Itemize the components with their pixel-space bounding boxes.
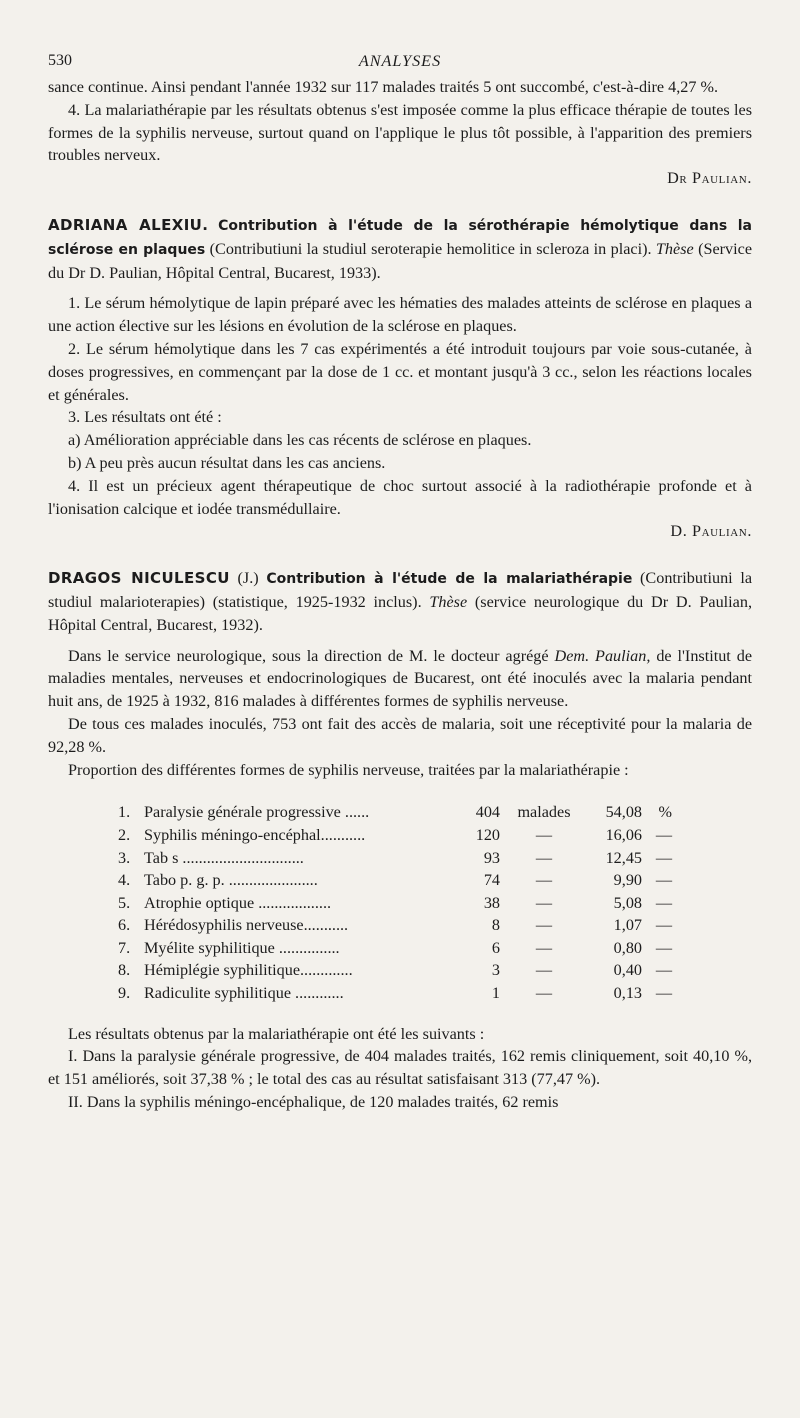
table-cell-unit: — [535, 871, 553, 890]
review-1-title: Contribution à l'étude de la sérothérapie hémolytique dans la sclérose en plaques [48, 217, 753, 258]
review-1-body [48, 292, 752, 543]
table-cell-tail: — [655, 984, 672, 1003]
table-row [118, 892, 752, 915]
table-cell-pct: 0,13 [613, 984, 642, 1003]
table-cell-pct: 54,08 [605, 803, 642, 822]
table-cell-count: 1 [491, 984, 500, 1003]
table-cell-tail: — [655, 848, 672, 867]
table-cell-num: 1. [118, 803, 131, 822]
table-cell-num: 3. [118, 848, 131, 867]
table-row [118, 869, 752, 892]
table-cell-unit: malades [517, 803, 571, 822]
table-cell-num: 4. [118, 871, 131, 890]
review-1-signature: D. Paulian. [670, 522, 752, 541]
review-1-subtitle: (Contributiuni la studiul seroterapie hemolitice in scleroza in placi). [209, 239, 652, 258]
table-cell-label: Hémiplégie syphilitique............. [144, 961, 353, 980]
table-cell-num: 6. [118, 916, 131, 935]
review-2-paragraph-5: I. Dans la paralysie générale progressive, de 404 malades traités, 162 remis cliniquement, soit 40,10 %, et 151 améliorés, soit 37,38 % ; le total des cas au résultat satisfaisant 313 (77,47 %). [48, 1047, 752, 1089]
table-cell-label: Myélite syphilitique ............... [144, 938, 340, 957]
review-1-point-1: 1. Le sérum hémolytique de lapin préparé avec les hématies des malades atteints de sclérose en plaques a une action élective sur les lésions en évolution de la sclérose en plaques. [48, 294, 752, 336]
review-2-paragraph-4: Les résultats obtenus par la malariathérapie ont été les suivants : [68, 1024, 485, 1043]
table-cell-count: 74 [483, 871, 500, 890]
table-cell-tail: — [655, 961, 672, 980]
table-cell-label: Radiculite syphilitique ............ [144, 984, 344, 1003]
review-2-paragraph-6: II. Dans la syphilis méningo-encéphalique, de 120 malades traités, 62 remis [68, 1093, 559, 1112]
table-cell-num: 2. [118, 825, 131, 844]
review-2-heading [48, 567, 752, 636]
statistics-table [118, 801, 752, 1004]
table-cell-tail: — [655, 938, 672, 957]
review-1-source: (Service du Dr D. Paulian, Hôpital Central, Bucarest, 1933). [48, 239, 753, 282]
table-cell-count: 120 [475, 825, 500, 844]
table-cell-unit: — [535, 938, 553, 957]
review-2-paragraph-1b: de l'Institut de maladies mentales, nerveuses et endocrinologiques de Bucarest, ont été inoculés avec la malaria pendant huit ans, de 1925 à 1932, 816 malades à différentes formes de syphilis nerveuse. [48, 646, 753, 711]
table-cell-count: 3 [491, 961, 500, 980]
review-2-body [48, 645, 752, 1114]
table-cell-count: 404 [475, 803, 500, 822]
page-number: 530 [48, 52, 72, 69]
page [48, 50, 752, 1114]
running-title: ANALYSES [358, 52, 442, 70]
table-cell-num: 9. [118, 984, 131, 1003]
table-cell-label: Hérédosyphilis nerveuse........... [144, 916, 349, 935]
table-cell-label: Paralysie générale progressive ...... [144, 803, 370, 822]
table-cell-label: Atrophie optique .................. [144, 893, 332, 912]
table-cell-unit: — [535, 848, 553, 867]
table-cell-unit: — [535, 893, 553, 912]
review-1-author: ADRIANA ALEXIU. [48, 215, 209, 234]
page-header [48, 50, 752, 76]
review-2-paragraph-1 [48, 645, 752, 713]
review-1-these: Thèse [655, 239, 694, 258]
review-2-paragraph-1-name: Dem. Paulian, [554, 646, 651, 665]
table-cell-count: 6 [491, 938, 500, 957]
table-cell-tail: — [655, 916, 672, 935]
review-1-point-3: 3. Les résultats ont été : [68, 408, 222, 427]
table-cell-unit: — [535, 916, 553, 935]
table-cell-num: 7. [118, 938, 131, 957]
review-1-point-3b: b) A peu près aucun résultat dans les cas anciens. [68, 453, 386, 472]
review-1-heading [48, 214, 752, 284]
review-2-paragraph-2: De tous ces malades inoculés, 753 ont fait des accès de malaria, soit une réceptivité pour la malaria de 92,28 %. [48, 714, 752, 756]
table-row [118, 959, 752, 982]
table-cell-count: 8 [491, 916, 500, 935]
table-cell-pct: 12,45 [605, 848, 642, 867]
table-row [118, 937, 752, 960]
review-2-paragraph-1a: Dans le service neurologique, sous la direction de M. le docteur agrégé [68, 646, 549, 665]
review-1-point-3a: a) Amélioration appréciable dans les cas récents de sclérose en plaques. [68, 431, 532, 450]
intro-paragraph-2: 4. La malariathérapie par les résultats obtenus s'est imposée comme la plus efficace thérapie de toutes les formes de la syphilis nerveuse, surtout quand on l'applique le plus tôt possible, à l'apparition des premiers troubles nerveux. [48, 100, 752, 165]
table-cell-tail: — [655, 871, 672, 890]
table-cell-label: Syphilis méningo-encéphal........... [144, 825, 366, 844]
table-cell-pct: 1,07 [613, 916, 642, 935]
table-cell-label: Tab s .............................. [144, 848, 304, 867]
table-cell-pct: 16,06 [605, 825, 642, 844]
intro-paragraph-1: sance continue. Ainsi pendant l'année 1932 sur 117 malades traités 5 ont succombé, c'est-à-dire 4,27 %. [48, 78, 719, 96]
review-1-point-4: 4. Il est un précieux agent thérapeutique de choc surtout associé à la radiothérapie profonde et à l'ionisation calcique et iodée transmédullaire. [48, 476, 752, 518]
table-row [118, 847, 752, 870]
table-row [118, 914, 752, 937]
table-cell-label: Tabo p. g. p. ...................... [144, 871, 318, 890]
table-row [118, 982, 752, 1005]
table-cell-pct: 9,90 [613, 871, 642, 890]
intro-signature: Dr Paulian. [667, 169, 752, 188]
table-cell-tail: % [658, 803, 672, 822]
review-2-title: Contribution à l'étude de la malariathérapie [266, 571, 633, 588]
table-cell-pct: 0,40 [613, 961, 642, 980]
table-cell-num: 5. [118, 893, 131, 912]
table-row [118, 824, 752, 847]
table-cell-pct: 0,80 [613, 938, 642, 957]
review-2-paragraph-3: Proportion des différentes formes de syphilis nerveuse, traitées par la malariathérapie : [68, 760, 629, 779]
table-cell-unit: — [535, 984, 553, 1003]
table-row [118, 801, 752, 824]
table-cell-unit: — [535, 825, 553, 844]
table-cell-tail: — [655, 893, 672, 912]
review-2-source: (service neurologique du Dr D. Paulian, Hôpital Central, Bucarest, 1932). [48, 592, 752, 634]
review-2-initial: (J.) [237, 569, 259, 588]
table-cell-num: 8. [118, 961, 131, 980]
review-2-subtitle: (Contributiuni la studiul malarioterapies) (statistique, 1925-1932 inclus). [48, 569, 753, 611]
table-cell-count: 38 [483, 893, 500, 912]
review-2-these: Thèse [429, 592, 468, 611]
table-cell-pct: 5,08 [613, 893, 642, 912]
table-cell-unit: — [535, 961, 553, 980]
review-1-point-2: 2. Le sérum hémolytique dans les 7 cas expérimentés a été introduit toujours par voie sous-cutanée, à doses progressives, en commençant par la dose de 1 cc. et montant jusqu'à 3 cc., selon les réactions locales et générales. [48, 339, 752, 404]
table-cell-tail: — [655, 825, 672, 844]
review-2-author: DRAGOS NICULESCU [48, 569, 230, 588]
table-cell-count: 93 [483, 848, 500, 867]
